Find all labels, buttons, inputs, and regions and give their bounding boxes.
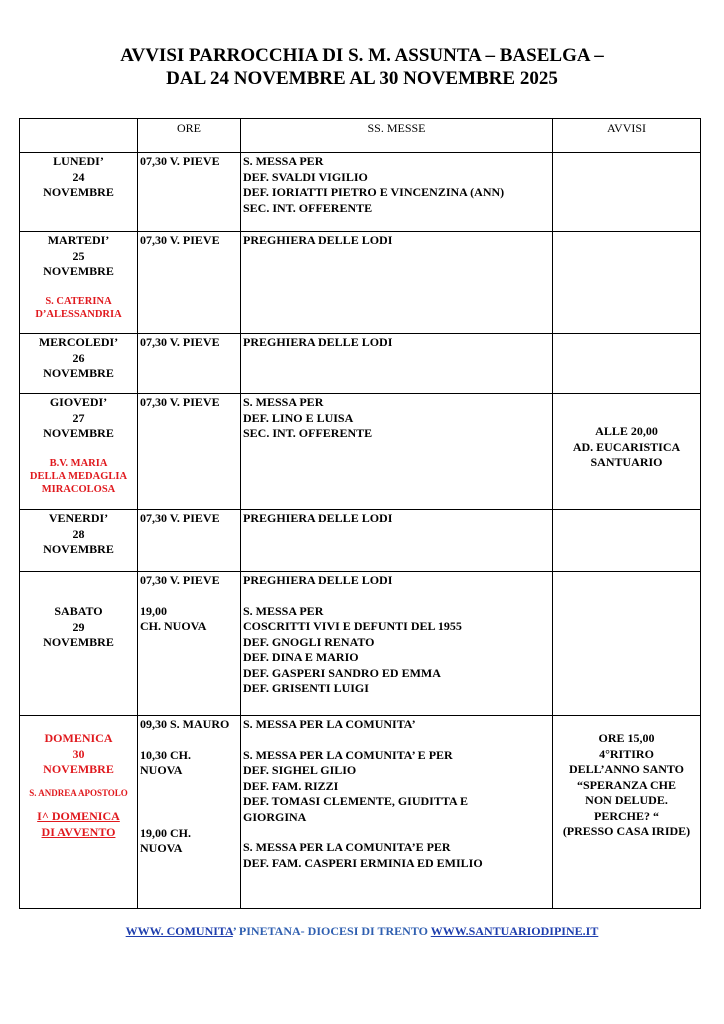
day-month: NOVEMBRE [43,264,114,278]
saint-line: S. ANDREA APOSTOLO [29,787,128,798]
notice-line: ALLE 20,00 [595,424,658,438]
notice-line: 4°RITIRO [599,746,654,761]
row-monday [20,153,701,232]
saint-line: MIRACOLOSA [41,483,116,495]
mass-line: S. MESSA PER [243,154,324,168]
saint-line: S. CATERINA [45,295,112,307]
mass-cell [241,232,553,334]
title-line-2: DAL 24 NOVEMBRE AL 30 NOVEMBRE 2025 [166,68,558,89]
day-number: 29 [72,619,85,634]
header-ore: ORE [138,119,241,153]
time-cell [138,153,241,232]
notice-cell [553,334,701,394]
mass-cell [241,334,553,394]
time-text: 07,30 V. PIEVE [140,233,220,247]
time-text: 07,30 V. PIEVE [140,395,220,409]
time-cell [138,394,241,510]
day-name: VENERDI’ [48,511,109,525]
row-sunday [20,716,701,909]
mass-line: SEC. INT. OFFERENTE [243,200,373,215]
time-place: CH. NUOVA [140,619,207,633]
title-line-1: AVVISI PARROCCHIA DI S. M. ASSUNTA – BASELGA – [120,45,604,66]
day-name: SABATO [54,604,103,618]
day-number: 26 [72,350,85,365]
notice-cell [553,572,701,716]
mass-cell [241,510,553,572]
mass-line: DEF. GNOGLI RENATO [243,634,375,649]
row-wednesday [20,334,701,394]
mass-cell [241,153,553,232]
day-month: NOVEMBRE [43,635,114,649]
mass-cell [241,716,553,909]
mass-line: DEF. GASPERI SANDRO ED EMMA [243,665,441,680]
day-name: DOMENICA [44,731,113,745]
notice-line: PERCHE? “ [593,808,659,823]
mass-line: PREGHIERA DELLE LODI [243,233,393,247]
saint-line: D’ALESSANDRIA [35,308,122,320]
time-text: 07,30 V. PIEVE [140,154,220,168]
notice-line: ORE 15,00 [598,731,655,745]
time-cell [138,572,241,716]
header-row [20,119,701,153]
day-cell [20,153,138,232]
notice-cell [553,716,701,909]
notice-cell [553,153,701,232]
notice-cell [553,394,701,510]
mass-line: DEF. SVALDI VIGILIO [243,169,368,184]
row-tuesday [20,232,701,334]
header-avvisi: AVVISI [553,119,701,153]
mass-line: S. MESSA PER [243,395,324,409]
mass-line: DEF. SIGHEL GILIO [243,763,357,777]
mass-line: PREGHIERA DELLE LODI [243,511,393,525]
mass-cell [241,394,553,510]
time-text: 07,30 V. PIEVE [140,511,220,525]
saint-line: B.V. MARIA [49,457,108,469]
notice-line: (PRESSO CASA IRIDE) [562,824,691,838]
mass-line: DEF. TOMASI CLEMENTE, GIUDITTA E [243,794,468,808]
day-name: MARTEDI’ [47,233,110,247]
mass-line: SEC. INT. OFFERENTE [243,426,373,440]
day-cell [20,394,138,510]
feast-line: I^ DOMENICA [37,809,120,823]
mass-line: DEF. FAM. RIZZI [243,778,339,793]
mass-line: S. MESSA PER [243,603,324,618]
day-cell [20,334,138,394]
sanctuary-link[interactable]: WWW.SANTUARIODIPINE.IT [430,924,599,938]
mass-line: PREGHIERA DELLE LODI [243,573,393,587]
time-place: NUOVA [140,763,183,777]
time-text: 07,30 V. PIEVE [140,573,220,587]
day-number: 28 [72,526,85,541]
time-text: 10,30 CH. [140,747,191,762]
mass-line: S. MESSA PER LA COMUNITA’E PER [243,840,451,854]
time-text: 09,30 S. MAURO [140,717,230,731]
day-month: NOVEMBRE [43,366,114,380]
header-day [20,119,138,153]
day-name: GIOVEDI’ [49,395,108,409]
notice-line: “SPERANZA CHE [576,777,677,792]
day-cell [20,572,138,716]
footer-text: ’ PINETANA- DIOCESI DI TRENTO [232,924,431,938]
day-name: MERCOLEDI’ [38,335,119,349]
time-cell [138,232,241,334]
time-text: 19,00 CH. [140,825,191,840]
schedule-table [19,118,701,909]
notice-line: AD. EUCARISTICA [572,439,681,454]
notice-cell [553,232,701,334]
mass-line: DEF. DINA E MARIO [243,650,359,664]
page-title [0,44,724,90]
saint-line: DELLA MEDAGLIA [29,470,128,482]
time-cell [138,716,241,909]
day-name: LUNEDI’ [53,154,104,168]
day-number: 27 [72,410,85,425]
row-friday [20,510,701,572]
header-messe: SS. MESSE [241,119,553,153]
day-cell [20,716,138,909]
day-month: NOVEMBRE [43,426,114,440]
mass-line: PREGHIERA DELLE LODI [243,335,393,349]
day-number: 30 [72,746,85,761]
feast-line: DI AVVENTO [41,824,116,839]
notice-cell [553,510,701,572]
time-text: 19,00 [140,603,167,618]
day-month: NOVEMBRE [43,542,114,556]
time-place: NUOVA [140,841,183,855]
mass-line: DEF. GRISENTI LUIGI [243,681,369,695]
day-cell [20,232,138,334]
mass-line: GIORGINA [243,809,307,824]
notice-line: SANTUARIO [590,455,663,469]
day-number: 25 [72,248,85,263]
notice-line: DELL’ANNO SANTO [568,762,685,776]
mass-line: S. MESSA PER LA COMUNITA’ [243,717,416,731]
mass-line: DEF. FAM. CASPERI ERMINIA ED EMILIO [243,855,483,870]
mass-line: S. MESSA PER LA COMUNITA’ E PER [243,747,453,762]
mass-line: DEF. LINO E LUISA [243,410,354,425]
row-saturday [20,572,701,716]
time-cell [138,334,241,394]
community-link[interactable]: WWW. COMUNITA [125,924,233,938]
mass-cell [241,572,553,716]
notice-line: NON DELUDE. [585,793,668,807]
row-thursday [20,394,701,510]
day-number: 24 [72,169,85,184]
day-month: NOVEMBRE [43,762,114,776]
mass-line: COSCRITTI VIVI E DEFUNTI DEL 1955 [243,619,462,633]
footer [0,924,724,939]
mass-line: DEF. IORIATTI PIETRO E VINCENZINA (ANN) [243,185,505,199]
day-month: NOVEMBRE [43,185,114,199]
time-text: 07,30 V. PIEVE [140,335,220,349]
time-cell [138,510,241,572]
day-cell [20,510,138,572]
